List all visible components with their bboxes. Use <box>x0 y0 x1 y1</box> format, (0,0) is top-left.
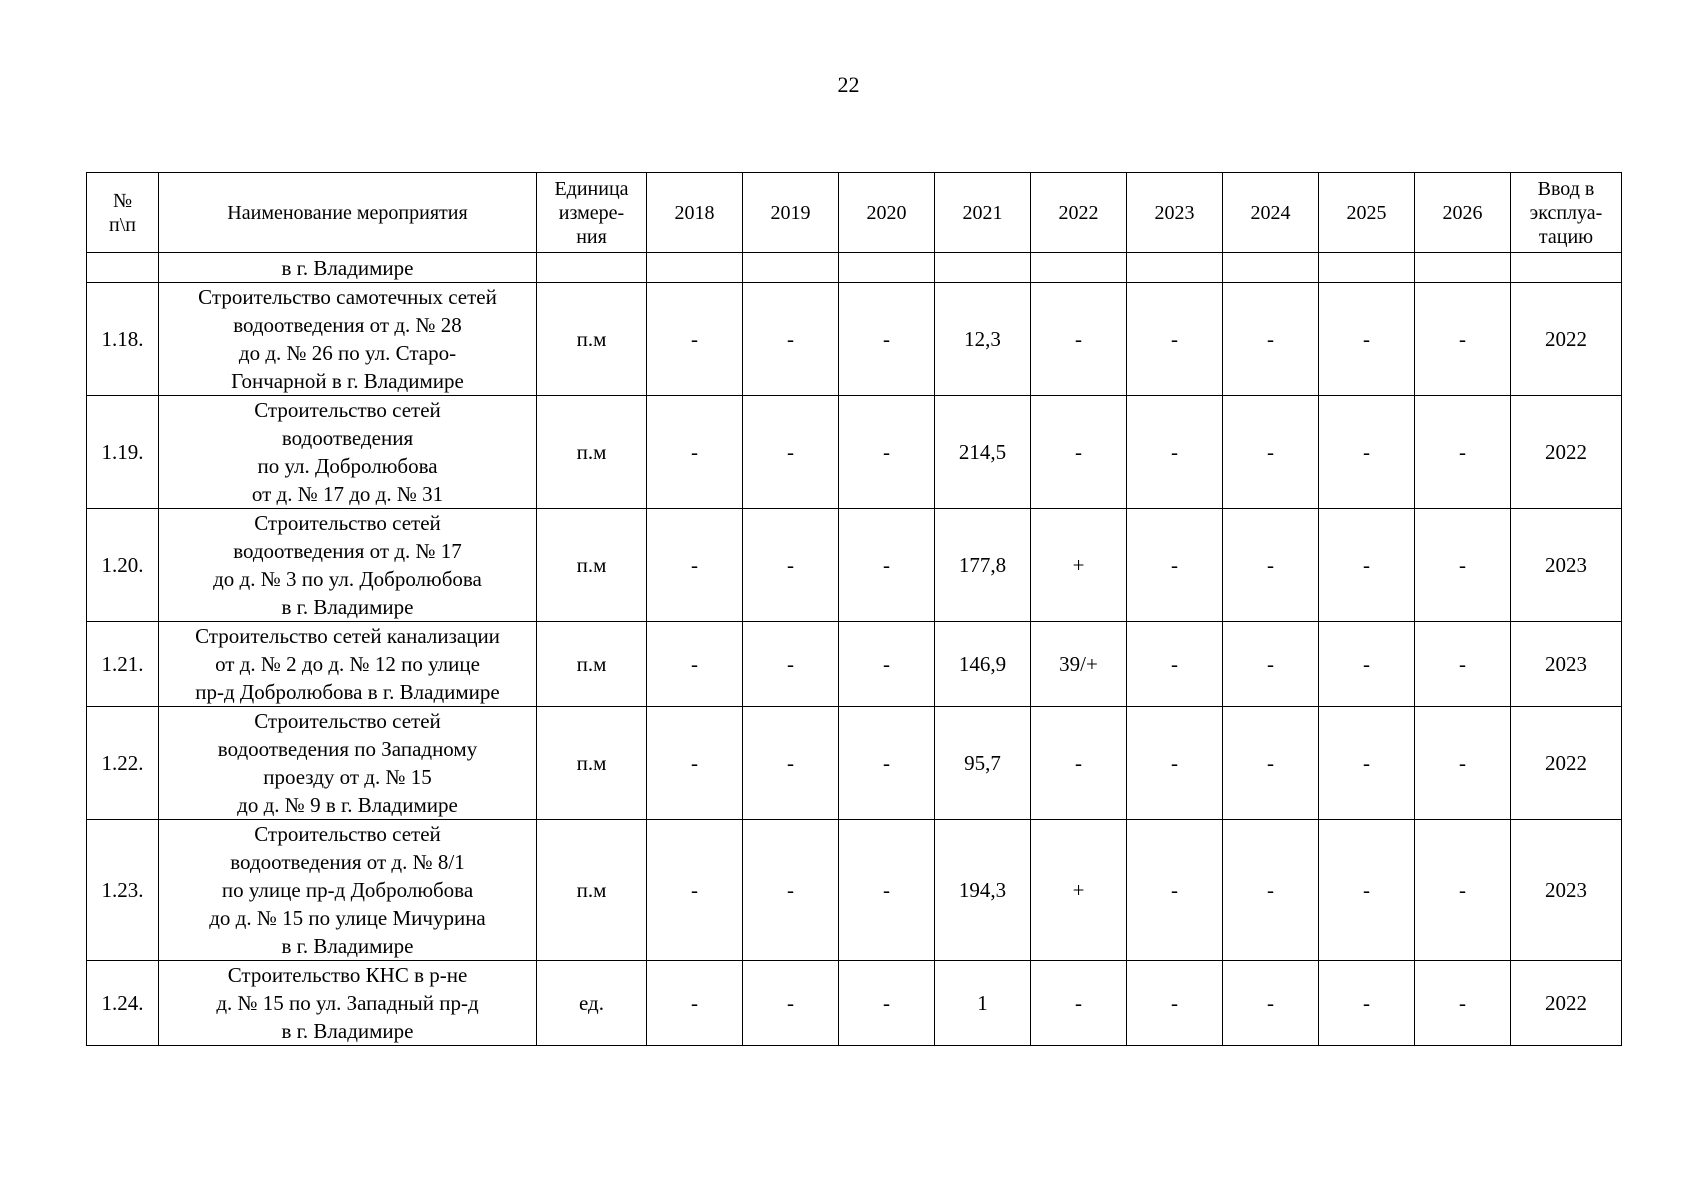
header-year: 2021 <box>935 173 1031 253</box>
row-year-value: - <box>1319 283 1415 396</box>
row-year-value: - <box>743 396 839 509</box>
row-year-value: - <box>1127 820 1223 961</box>
row-year-value: 12,3 <box>935 283 1031 396</box>
row-year-value: 95,7 <box>935 707 1031 820</box>
header-year: 2022 <box>1031 173 1127 253</box>
table-cell <box>1223 253 1319 283</box>
header-commission: Ввод в эксплуа- тацию <box>1511 173 1622 253</box>
row-year-value: - <box>839 396 935 509</box>
header-num: № п\п <box>87 173 159 253</box>
page-number: 22 <box>837 72 860 97</box>
row-name: Строительство сетей водоотведения от д. № 17 до д. № 3 по ул. Добролюбова в г. Владимире <box>159 509 537 622</box>
row-year-value: - <box>647 509 743 622</box>
row-commission: 2023 <box>1511 820 1622 961</box>
table-cell <box>743 253 839 283</box>
row-name: Строительство КНС в р-не д. № 15 по ул. Западный пр-д в г. Владимире <box>159 961 537 1046</box>
table-header-row <box>87 173 1622 253</box>
row-year-value: - <box>1415 961 1511 1046</box>
header-year: 2019 <box>743 173 839 253</box>
row-year-value: - <box>743 283 839 396</box>
row-year-value: - <box>743 509 839 622</box>
row-year-value: - <box>743 707 839 820</box>
header-year: 2018 <box>647 173 743 253</box>
row-year-value: - <box>839 820 935 961</box>
row-year-value: - <box>1223 622 1319 707</box>
row-year-value: - <box>647 707 743 820</box>
table-cell <box>647 253 743 283</box>
row-year-value: - <box>743 622 839 707</box>
table-row <box>87 622 1622 707</box>
row-commission: 2022 <box>1511 707 1622 820</box>
row-unit: ед. <box>537 961 647 1046</box>
table-cell <box>935 253 1031 283</box>
row-commission: 2022 <box>1511 961 1622 1046</box>
continuation-name: в г. Владимире <box>159 253 537 283</box>
row-year-value: - <box>839 509 935 622</box>
row-year-value: - <box>1223 283 1319 396</box>
header-year: 2026 <box>1415 173 1511 253</box>
row-year-value: - <box>743 820 839 961</box>
row-number: 1.21. <box>87 622 159 707</box>
row-year-value: - <box>647 283 743 396</box>
header-year: 2020 <box>839 173 935 253</box>
row-unit: п.м <box>537 509 647 622</box>
header-year: 2023 <box>1127 173 1223 253</box>
row-year-value: - <box>1223 961 1319 1046</box>
row-year-value: - <box>743 961 839 1046</box>
row-year-value: - <box>647 622 743 707</box>
row-year-value: 194,3 <box>935 820 1031 961</box>
row-number: 1.18. <box>87 283 159 396</box>
row-year-value: - <box>1319 622 1415 707</box>
row-number: 1.24. <box>87 961 159 1046</box>
row-year-value: 214,5 <box>935 396 1031 509</box>
row-year-value: - <box>1127 622 1223 707</box>
row-commission: 2023 <box>1511 509 1622 622</box>
continuation-row <box>87 253 1622 283</box>
table-row <box>87 961 1622 1046</box>
row-year-value: - <box>647 820 743 961</box>
row-year-value: - <box>1031 707 1127 820</box>
header-unit: Единица измере- ния <box>537 173 647 253</box>
table-cell <box>1127 253 1223 283</box>
table-cell <box>1319 253 1415 283</box>
header-name: Наименование мероприятия <box>159 173 537 253</box>
row-year-value: - <box>1223 820 1319 961</box>
row-year-value: - <box>1415 283 1511 396</box>
row-year-value: - <box>1415 622 1511 707</box>
row-commission: 2022 <box>1511 396 1622 509</box>
row-year-value: - <box>1127 396 1223 509</box>
row-name: Строительство сетей канализации от д. № 2 до д. № 12 по улице пр-д Добролюбова в г. Владимире <box>159 622 537 707</box>
row-year-value: - <box>1415 707 1511 820</box>
row-year-value: 146,9 <box>935 622 1031 707</box>
row-year-value: - <box>1127 509 1223 622</box>
table-cell <box>1415 253 1511 283</box>
row-year-value: - <box>647 396 743 509</box>
row-year-value: - <box>1319 707 1415 820</box>
row-year-value: 177,8 <box>935 509 1031 622</box>
row-year-value: - <box>839 622 935 707</box>
row-year-value: - <box>1031 396 1127 509</box>
row-year-value: - <box>1031 961 1127 1046</box>
row-year-value: - <box>1319 961 1415 1046</box>
row-year-value: - <box>1319 509 1415 622</box>
row-year-value: - <box>1223 396 1319 509</box>
row-commission: 2022 <box>1511 283 1622 396</box>
row-year-value: - <box>1415 396 1511 509</box>
row-year-value: + <box>1031 509 1127 622</box>
row-year-value: - <box>1127 961 1223 1046</box>
row-year-value: - <box>1415 509 1511 622</box>
row-year-value: - <box>839 283 935 396</box>
row-year-value: - <box>1127 707 1223 820</box>
row-name: Строительство сетей водоотведения от д. № 8/1 по улице пр-д Добролюбова до д. № 15 по улице Мичурина в г. Владимире <box>159 820 537 961</box>
table-row <box>87 283 1622 396</box>
row-name: Строительство сетей водоотведения по Западному проезду от д. № 15 до д. № 9 в г. Владимире <box>159 707 537 820</box>
row-year-value: 39/+ <box>1031 622 1127 707</box>
measures-table <box>86 172 1622 1046</box>
row-year-value: - <box>1031 283 1127 396</box>
row-commission: 2023 <box>1511 622 1622 707</box>
row-name: Строительство сетей водоотведения по ул. Добролюбова от д. № 17 до д. № 31 <box>159 396 537 509</box>
header-year: 2025 <box>1319 173 1415 253</box>
table-cell <box>537 253 647 283</box>
row-unit: п.м <box>537 707 647 820</box>
table-cell <box>839 253 935 283</box>
table-row <box>87 509 1622 622</box>
row-name: Строительство самотечных сетей водоотведения от д. № 28 до д. № 26 по ул. Старо- Гончарной в г. Владимире <box>159 283 537 396</box>
row-unit: п.м <box>537 820 647 961</box>
row-year-value: 1 <box>935 961 1031 1046</box>
row-year-value: - <box>1319 820 1415 961</box>
row-year-value: - <box>1127 283 1223 396</box>
row-number: 1.20. <box>87 509 159 622</box>
row-number: 1.22. <box>87 707 159 820</box>
table-row <box>87 820 1622 961</box>
row-year-value: - <box>839 961 935 1046</box>
row-year-value: - <box>1223 707 1319 820</box>
row-number: 1.23. <box>87 820 159 961</box>
table-cell <box>87 253 159 283</box>
table-cell <box>1031 253 1127 283</box>
header-year: 2024 <box>1223 173 1319 253</box>
row-unit: п.м <box>537 622 647 707</box>
row-year-value: - <box>647 961 743 1046</box>
row-year-value: - <box>1319 396 1415 509</box>
row-number: 1.19. <box>87 396 159 509</box>
row-unit: п.м <box>537 283 647 396</box>
row-year-value: - <box>1415 820 1511 961</box>
table-cell <box>1511 253 1622 283</box>
table-row <box>87 707 1622 820</box>
row-year-value: + <box>1031 820 1127 961</box>
row-year-value: - <box>1223 509 1319 622</box>
row-unit: п.м <box>537 396 647 509</box>
row-year-value: - <box>839 707 935 820</box>
table-row <box>87 396 1622 509</box>
